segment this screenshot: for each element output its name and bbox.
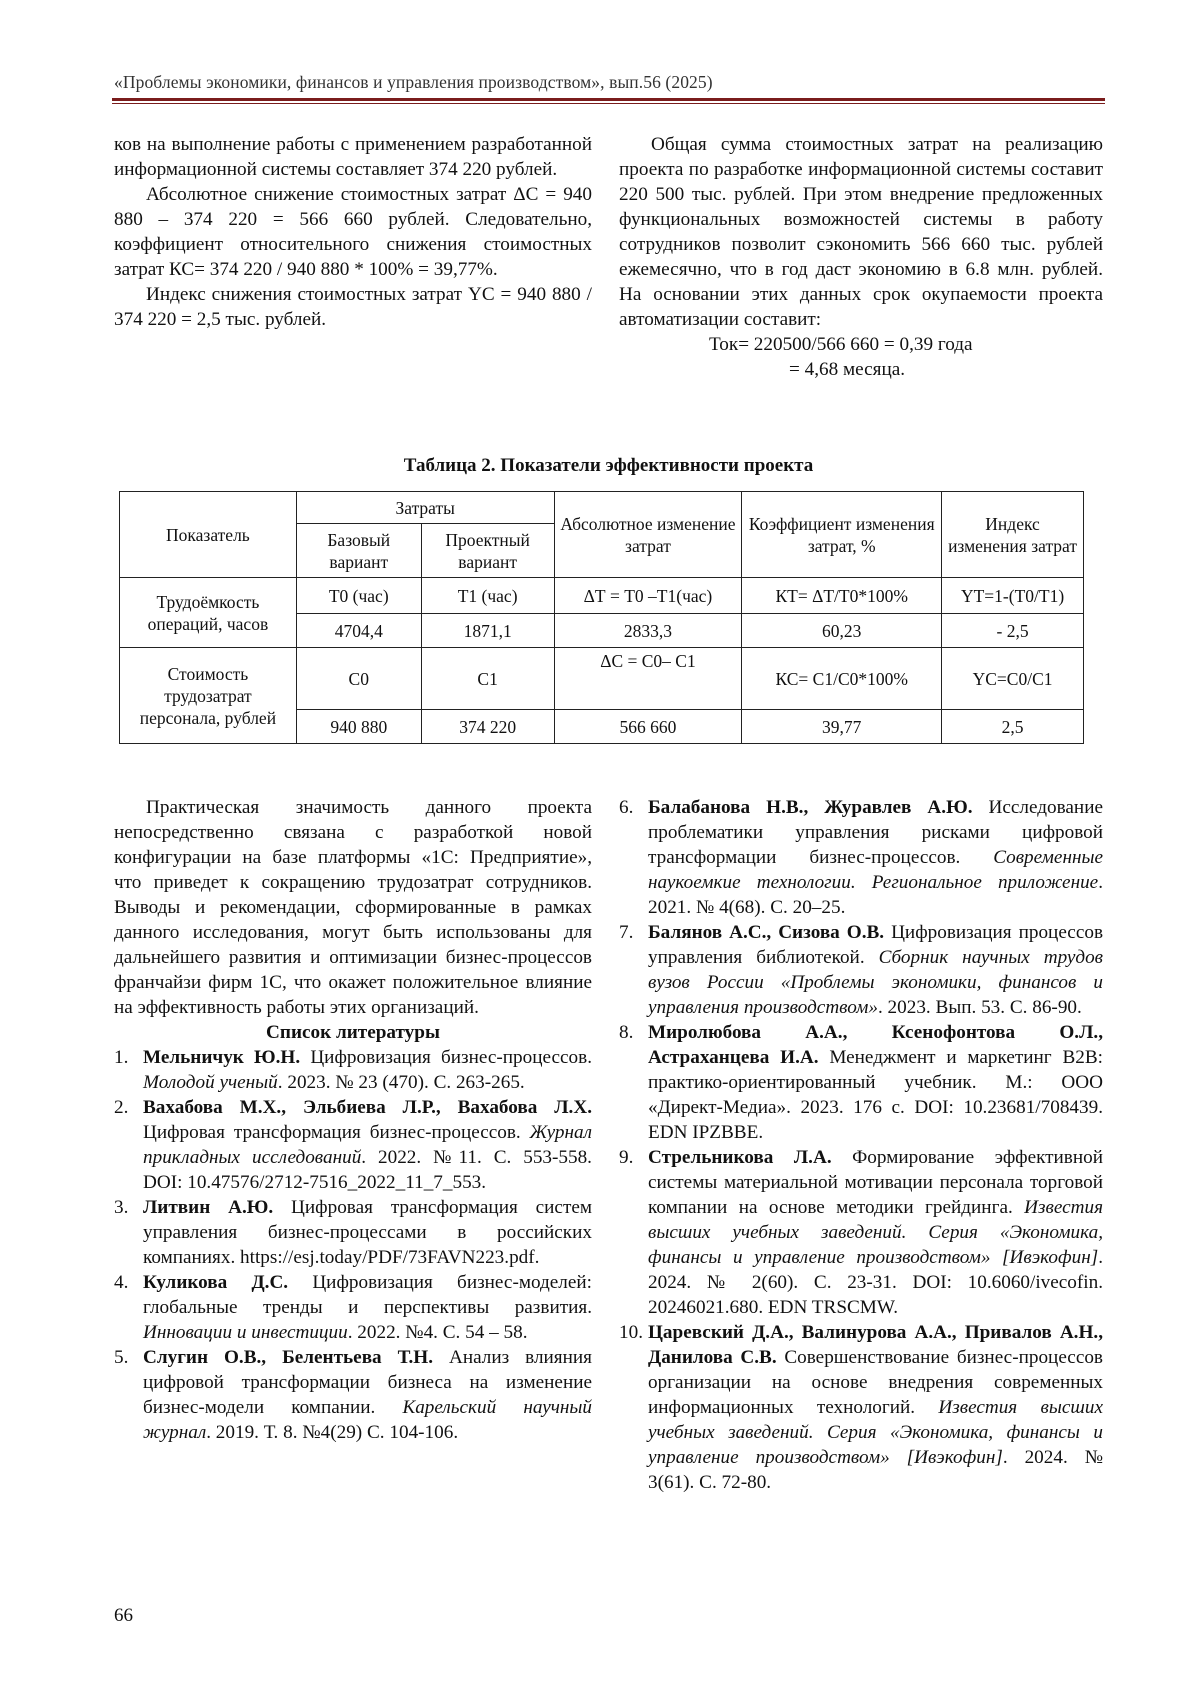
table-cell: 1871,1 [421, 614, 554, 648]
table-cell: КС= С1/С0*100% [742, 648, 942, 710]
reference-number: 5. [114, 1347, 129, 1368]
header-rule [112, 98, 1105, 104]
reference-number: 4. [114, 1272, 129, 1293]
reference-source: Современные наукоемкие технологии. Региональное приложение [648, 847, 1103, 893]
references-list-right [619, 795, 1103, 1495]
reference-details: . 2024. № 2(60). С. 23-31. DOI: 10.6060/ivecofin. 20246021.680. EDN TRSCMW. [648, 1247, 1103, 1318]
reference-body [143, 1345, 592, 1445]
reference-title: Совершенствование бизнес-процессов организации на основе внедрения современных информационных технологий. [648, 1347, 1103, 1418]
table-cell: YС=С0/С1 [942, 648, 1084, 710]
payback-formula: Ток= 220500/566 660 = 0,39 года [709, 334, 973, 355]
journal-header: «Проблемы экономики, финансов и управления производством», вып.56 (2025) [114, 72, 713, 92]
reference-details: . 2022. №4. С. 54 – 58. [347, 1322, 528, 1343]
left-column-bottom [114, 795, 592, 1445]
reference-title: Формирование эффективной системы материальной мотивации персонала торговой компании на основе методики грейдинга. [648, 1147, 1104, 1218]
header-costs: Затраты [296, 492, 554, 524]
reference-title: Цифровизация бизнес-процессов. [300, 1047, 592, 1068]
table-cell: 940 880 [296, 710, 421, 744]
table-cell: 2,5 [942, 710, 1084, 744]
reference-body [648, 1020, 1103, 1145]
reference-source: Карельский научный журнал [143, 1397, 592, 1443]
reference-title: Менеджмент и маркетинг B2B: практико-ориентированный учебник. М.: ООО «Директ-Медиа». 2023. 176 с. DOI: 10.23681/708439. EDN IPZBBE. [648, 1047, 1104, 1143]
table-cell: 2833,3 [554, 614, 742, 648]
efficiency-table [119, 491, 1084, 744]
reference-item [619, 1145, 1103, 1320]
table-cell: Т1 (час) [421, 578, 554, 614]
reference-number: 2. [114, 1097, 129, 1118]
reference-item [619, 795, 1103, 920]
reference-body [648, 1320, 1103, 1495]
reference-source: Сборник научных трудов вузов России «Проблемы экономики, финансов и управления производством» [648, 947, 1103, 1018]
reference-title: Цифровизация бизнес-моделей: глобальные тренды и перспективы развития. [143, 1272, 592, 1318]
header-base: Базовый вариант [296, 524, 421, 578]
reference-authors: Миролюбова А.А., Ксенофонтова О.Л., Астраханцева И.А. [648, 1022, 1103, 1068]
reference-authors: Балянов А.С., Сизова О.В. [648, 922, 885, 943]
reference-body [143, 1095, 592, 1195]
table-cell: КТ= ΔТ/Т0*100% [742, 578, 942, 614]
reference-source: Журнал прикладных исследований [143, 1122, 592, 1168]
right-column-bottom [619, 795, 1103, 1495]
payback-formula-months: = 4,68 месяца. [789, 359, 906, 380]
reference-details: . 2019. Т. 8. №4(29) С. 104-106. [206, 1422, 459, 1443]
reference-number: 3. [114, 1197, 129, 1218]
header-index: Индекс изменения затрат [942, 492, 1084, 578]
table-title: Таблица 2. Показатели эффективности проекта [403, 455, 814, 476]
reference-title: Цифровая трансформация бизнес-процессов. [143, 1122, 530, 1143]
reference-body [648, 920, 1103, 1020]
reference-body [648, 795, 1103, 920]
reference-details: . 2024. № 3(61). С. 72-80. [648, 1447, 1103, 1493]
table-cell: 374 220 [421, 710, 554, 744]
reference-number: 10. [619, 1322, 643, 1343]
reference-authors: Слугин О.В., Белентьева Т.Н. [143, 1347, 433, 1368]
reference-item [114, 1270, 592, 1345]
paragraph: Общая сумма стоимостных затрат на реализацию проекта по разработке информационной системы составит 220 500 тыс. рублей. При этом внедрение предложенных функциональных возможностей системы в работу сотрудников позволит сэкономить 566 660 тыс. рублей ежемесячно, что в год даст экономию в 6.8 млн. рублей. На основании этих данных срок окупаемости проекта автоматизации составит: [619, 134, 1103, 330]
reference-item [619, 920, 1103, 1020]
table-cell: 39,77 [742, 710, 942, 744]
table-cell: 4704,4 [296, 614, 421, 648]
reference-body [648, 1145, 1103, 1320]
reference-item [114, 1345, 592, 1445]
reference-source: Инновации и инвестиции [143, 1322, 348, 1343]
reference-authors: Мельничук Ю.Н. [143, 1047, 301, 1068]
reference-item [114, 1045, 592, 1095]
table-cell: - 2,5 [942, 614, 1084, 648]
paragraph: Практическая значимость данного проекта непосредственно связана с разработкой новой конфигурации на базе платформы «1С: Предприятие», что приведет к сокращению трудозатрат сотрудников. Выводы и рекомендации, сформированные в рамках данного исследования, могут быть использованы для дальнейшего развития и оптимизации бизнес-процессов франчайзи фирм 1С, что окажет положительное влияние на эффективность работы этих организаций. [114, 797, 592, 1018]
reference-item [114, 1095, 592, 1195]
reference-title: Цифровизация процессов управления библиотекой. [648, 922, 1103, 968]
references-list-left [114, 1045, 592, 1445]
table-cell: С1 [421, 648, 554, 710]
reference-details: . 2023. Вып. 53. С. 86-90. [877, 997, 1082, 1018]
reference-item [619, 1320, 1103, 1495]
table-cell: Т0 (час) [296, 578, 421, 614]
reference-authors: Куликова Д.С. [143, 1272, 289, 1293]
header-absolute-change: Абсолютное изменение затрат [554, 492, 742, 578]
paragraph: ков на выполнение работы с применением разработанной информационной системы составляет 374 220 рублей. [114, 134, 592, 180]
references-title: Список литературы [266, 1022, 440, 1043]
reference-body [143, 1195, 592, 1270]
reference-number: 6. [619, 797, 634, 818]
table-cell: 60,23 [742, 614, 942, 648]
header-project: Проектный вариант [421, 524, 554, 578]
reference-source: Молодой ученый [143, 1072, 278, 1093]
reference-body [143, 1270, 592, 1345]
row-label-labor: Трудоёмкость операций, часов [120, 578, 297, 648]
reference-item [619, 1020, 1103, 1145]
reference-details: . 2022. №11. С. 553-558. DOI: 10.47576/2712-7516_2022_11_7_553. [143, 1147, 592, 1193]
paragraph: Абсолютное снижение стоимостных затрат ΔС = 940 880 – 374 220 = 566 660 рублей. Следовательно, коэффициент относительного снижения стоимостных затрат КС= 374 220 / 940 880 * 100% = 39,77%. [114, 184, 592, 280]
row-label-cost: Стоимость трудозатрат персонала, рублей [120, 648, 297, 744]
reference-title: Анализ влияния цифровой трансформации бизнеса на изменение бизнес-модели компании. [143, 1347, 592, 1418]
table-cell: ΔТ = Т0 –Т1(час) [554, 578, 742, 614]
table-cell: ΔС = С0– С1 [554, 648, 742, 710]
paragraph: Индекс снижения стоимостных затрат YС = 940 880 / 374 220 = 2,5 тыс. рублей. [114, 284, 592, 330]
reference-number: 8. [619, 1022, 634, 1043]
right-column-top [619, 132, 1103, 382]
reference-authors: Вахабова М.Х., Эльбиева Л.Р., Вахабова Л.Х. [143, 1097, 592, 1118]
reference-number: 1. [114, 1047, 129, 1068]
reference-source: Известия высших учебных заведений. Серия «Экономика, финансы и управление производством» [Ивэкофин] [648, 1397, 1103, 1468]
reference-authors: Балабанова Н.В., Журавлев А.Ю. [648, 797, 973, 818]
reference-number: 9. [619, 1147, 634, 1168]
table-cell: YТ=1-(Т0/Т1) [942, 578, 1084, 614]
reference-number: 7. [619, 922, 634, 943]
reference-title: Исследование проблематики управления рисками цифровой трансформации бизнес-процессов. [648, 797, 1103, 868]
reference-details: . 2021. № 4(68). С. 20–25. [648, 872, 1103, 918]
table-cell: 566 660 [554, 710, 742, 744]
table-cell: С0 [296, 648, 421, 710]
reference-source: Известия высших учебных заведений. Серия «Экономика, финансы и управление производством» [Ивэкофин] [648, 1197, 1103, 1268]
reference-body [143, 1045, 592, 1095]
left-column-top [114, 132, 592, 332]
reference-item [114, 1195, 592, 1270]
reference-details: . 2023. № 23 (470). С. 263-265. [277, 1072, 525, 1093]
reference-authors: Царевский Д.А., Валинурова А.А., Привалов А.Н., Данилова С.В. [648, 1322, 1103, 1368]
reference-authors: Литвин А.Ю. [143, 1197, 274, 1218]
header-coefficient: Коэффициент изменения затрат, % [742, 492, 942, 578]
page-number: 66 [114, 1605, 133, 1626]
reference-authors: Стрельникова Л.А. [648, 1147, 832, 1168]
reference-title: Цифровая трансформация систем управления бизнес-процессами в российских компаниях. https://esj.today/PDF/73FAVN223.pdf. [143, 1197, 592, 1268]
header-indicator: Показатель [120, 492, 297, 578]
